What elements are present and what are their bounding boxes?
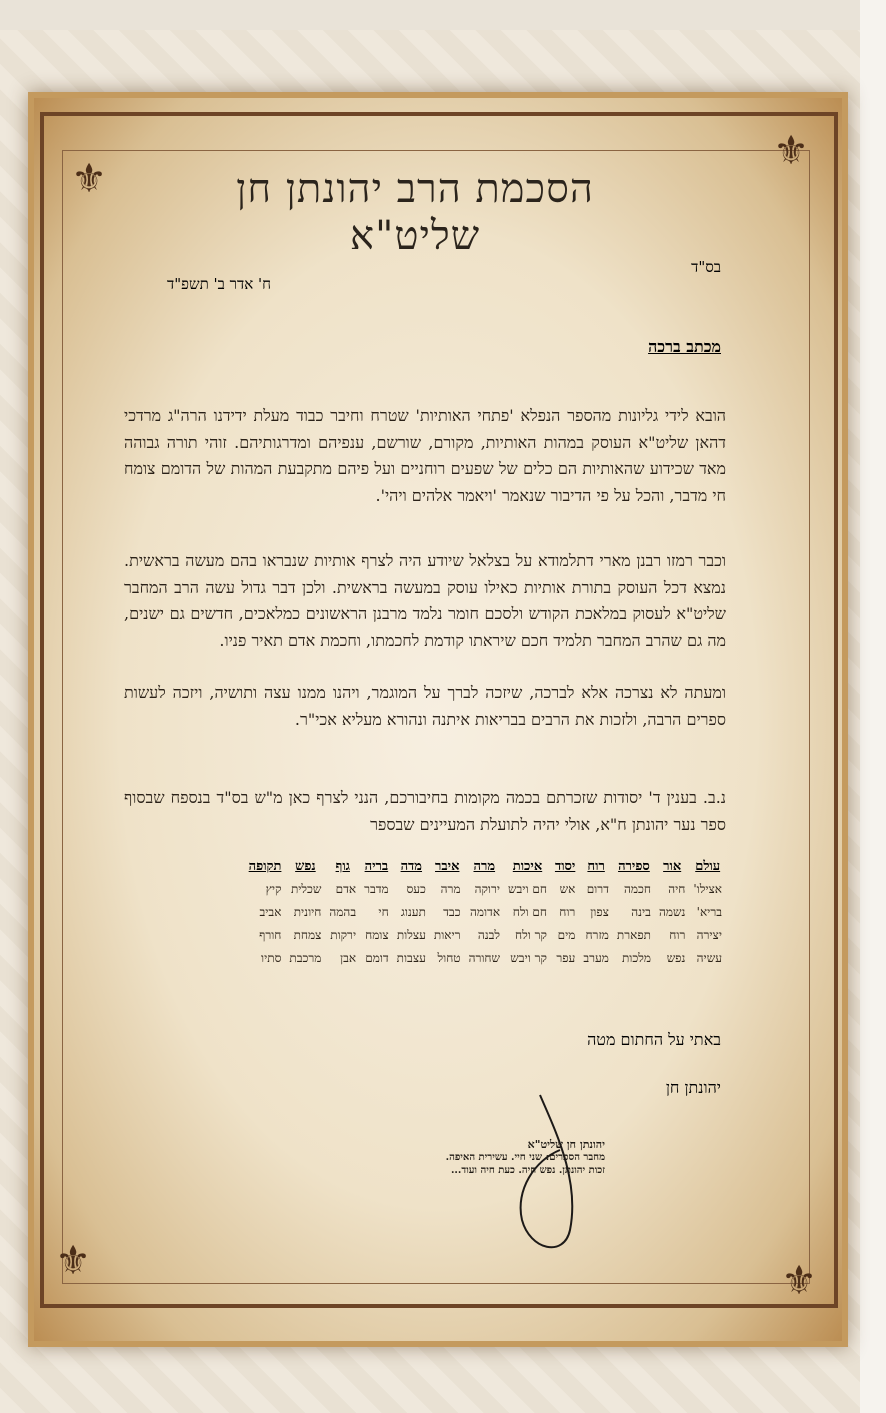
- table-header: אור: [663, 859, 682, 874]
- table-header: גוף: [335, 859, 350, 874]
- bsd-header: בס"ד: [691, 258, 721, 276]
- table-cell: חי: [378, 905, 389, 919]
- table-cell: מים: [557, 928, 576, 942]
- table-cell: צומח: [365, 928, 389, 942]
- letter-date: ח' אדר ב' תשפ"ד: [167, 275, 271, 293]
- table-header: רוח: [587, 859, 605, 874]
- paragraph: וכבר רמזו רבנן מארי דתלמודא על בצלאל שיודע היה לצרף אותיות שנבראו בהם מעשה בראשית. נמצא דכל העוסק בתורת אותיות כאילו עוסק במעשה בראשית. ולכן דבר גדול עשה הרב המחבר שליט"א לעסוק במלאכת הקודש ולסכם חומר נלמד מרבנן הראשונים כמלאכים, חדשים גם ישנים, מה גם שהרב המחבר תלמיד חכם שיראתו קודמת לחכמתו, וחכמת אדם תאיר פניו.: [124, 551, 726, 650]
- table-cell: צפון: [590, 905, 609, 919]
- paragraph: ומעתה לא נצרכה אלא לברכה, שיזכה לברך על המוגמר, ויהנו ממנו עצה ותושיה, ויזכה לעשות ספרים הרבה, ולזכות את הרבים בבריאות איתנה ונהורא מעליא אכי"ר.: [124, 683, 726, 729]
- table-cell: תפארת: [616, 928, 651, 942]
- letter-heading: מכתב ברכה: [648, 337, 721, 356]
- table-header: איכות: [512, 859, 543, 874]
- fleur-de-lis-icon: ⚜: [773, 128, 809, 174]
- stamp-name: יהונתן חן שליט"א: [527, 1138, 605, 1151]
- elements-table: [116, 858, 726, 970]
- table-cell: מרכבת: [289, 951, 322, 965]
- table-cell: כבד: [443, 905, 461, 919]
- paragraph: נ.ב. בענין ד' יסודות שזכרתם בכמה מקומות בחיבורכם, הנני לצרף כאן מ"ש בס"ד בנספח שבסוף ספר נער יהונתן ח"א, אולי יהיה לתועלת המעיינים שבספר: [124, 788, 726, 834]
- table-cell: קר ויבש: [510, 951, 547, 965]
- table-cell: אדומה: [469, 905, 501, 919]
- fleur-de-lis-icon: ⚜: [55, 1238, 91, 1284]
- table-cell: יצירה: [696, 928, 722, 942]
- table-row: [245, 901, 726, 924]
- table-cell: דומם: [365, 951, 389, 965]
- table-header: בריה: [364, 859, 389, 874]
- table-cell: נפש: [666, 951, 686, 965]
- rabbi-stamp: [405, 1138, 605, 1177]
- table-cell: דרום: [586, 882, 609, 896]
- table-row: [245, 924, 726, 947]
- table-cell: מלכות: [621, 951, 651, 965]
- table-cell: לבנה: [477, 928, 501, 942]
- table-cell: מזרח: [585, 928, 609, 942]
- table-cell: נשמה: [658, 905, 686, 919]
- table-cell: קר ולח: [515, 928, 547, 942]
- table-cell: עפר: [556, 951, 576, 965]
- table-cell: עצבות: [396, 951, 426, 965]
- table-cell: שחורה: [468, 951, 501, 965]
- table-cell: אביב: [259, 905, 282, 919]
- table-cell: ירוקה: [474, 882, 501, 896]
- table-cell: חיונית: [293, 905, 322, 919]
- table-cell: טחול: [437, 951, 461, 965]
- table-cell: מרה: [440, 882, 461, 896]
- page-edge: [860, 0, 886, 1413]
- table-cell: אבן: [340, 951, 357, 965]
- table-header: מרה: [473, 859, 496, 874]
- table-cell: רוח: [559, 905, 576, 919]
- table-cell: ירקות: [330, 928, 357, 942]
- table-cell: שכלית: [290, 882, 322, 896]
- table-cell: עשיה: [696, 951, 722, 965]
- table-cell: עצלות: [396, 928, 426, 942]
- table-cell: בריא': [696, 905, 722, 919]
- table-header-row: [245, 858, 726, 878]
- table-header: תקופה: [248, 859, 282, 874]
- table-cell: ריאות: [433, 928, 461, 942]
- table-cell: תענוג: [400, 905, 426, 919]
- table-header: יסוד: [554, 859, 576, 874]
- paragraph: הובא לידי גליונות מהספר הנפלא 'פתחי האותיות' שטרח וחיבר כבוד מעלת ידידנו הרה"ג מרדכי דהאן שליט"א העוסק במהות האותיות, מקורם, שורשם, ענפיהם ומדרגותיהם. זוהי תורה גבוהה מאד שכידוע שהאותיות הם כלים של שפעים רוחניים ועל פיהם מתקבעת המהות של הדומם צומח חי מדבר, והכל על פי הדיבור שנאמר 'ויאמר אלהים ויהי'.: [124, 406, 726, 505]
- signer-name: יהונתן חן: [665, 1078, 721, 1097]
- table-cell: חורף: [259, 928, 282, 942]
- table-cell: חיה: [668, 882, 686, 896]
- table-row: [245, 878, 726, 901]
- letter-title: הסכמת הרב יהונתן חן שליט"א: [236, 166, 594, 259]
- table-cell: סתיו: [261, 951, 282, 965]
- table-cell: רוח: [669, 928, 686, 942]
- table-cell: חכמה: [623, 882, 651, 896]
- fleur-de-lis-icon: ⚜: [71, 156, 107, 202]
- table-cell: מערב: [583, 951, 609, 965]
- table-cell: מדבר: [364, 882, 389, 896]
- stamp-line: מחבר הספרים: שני חיי. עשירית האיפה.: [445, 1152, 605, 1163]
- table-cell: כעס: [406, 882, 426, 896]
- table-header: ספירה: [618, 859, 650, 874]
- table-cell: קיץ: [265, 882, 282, 896]
- table-cell: אש: [559, 882, 576, 896]
- table-cell: בהמה: [329, 905, 357, 919]
- table-cell: חם ולח: [512, 905, 547, 919]
- table-cell: אצילו': [693, 882, 722, 896]
- sign-prefix: באתי על החתום מטה: [587, 1030, 721, 1049]
- table-cell: בינה: [631, 905, 651, 919]
- table-row: [245, 947, 726, 970]
- stamp-line: זכות יהונתן. נפש חיה. כעת חיה ועוד...: [450, 1165, 605, 1176]
- fleur-de-lis-icon: ⚜: [781, 1258, 817, 1304]
- table-cell: חם ויבש: [508, 882, 547, 896]
- table-header: נפש: [295, 859, 316, 874]
- table-cell: אדם: [335, 882, 357, 896]
- table-header: עולם: [695, 859, 721, 874]
- table-header: מדה: [400, 859, 423, 874]
- table-header: איבר: [435, 859, 460, 874]
- table-cell: צמחת: [293, 928, 322, 942]
